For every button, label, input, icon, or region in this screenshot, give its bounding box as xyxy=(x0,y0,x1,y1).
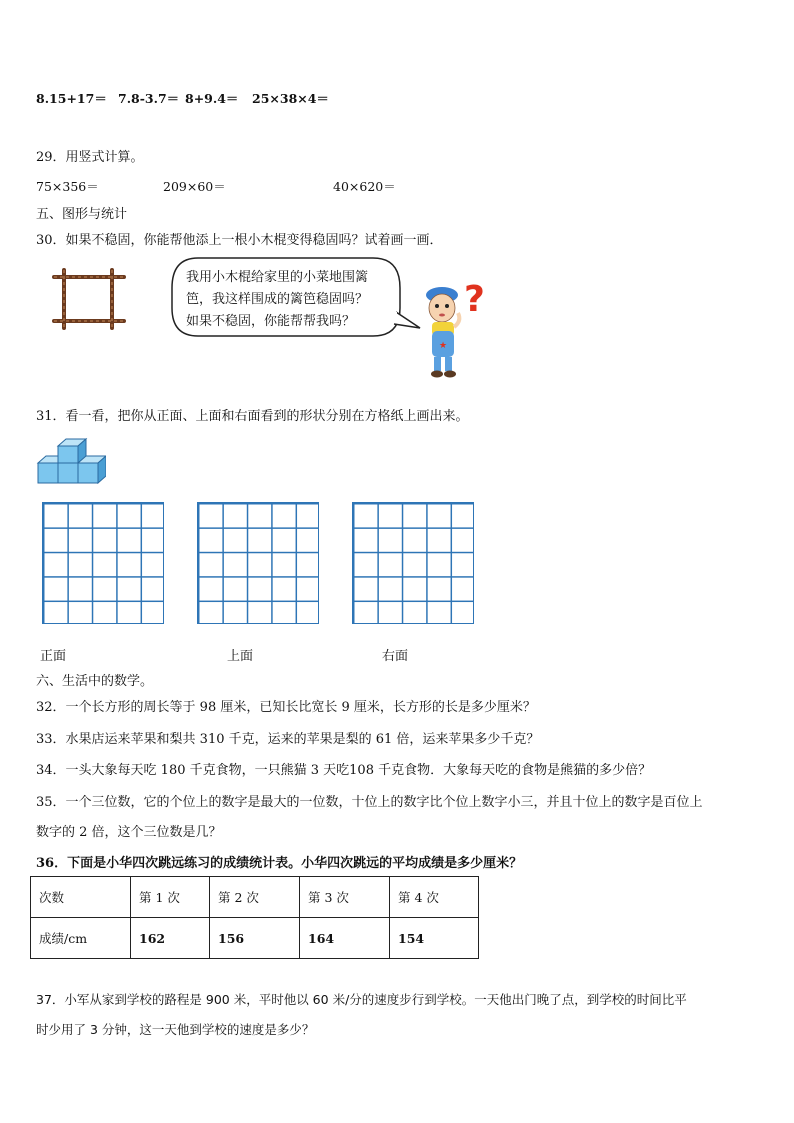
table-cell: 164 xyxy=(300,918,390,959)
calc-item: 75×356＝ xyxy=(36,179,99,194)
calc-item: 7.8-3.7＝ xyxy=(118,91,180,106)
grid-paper-right[interactable] xyxy=(352,502,474,624)
table-cell: 成绩/cm xyxy=(31,918,131,959)
grid-label-right: 右面 xyxy=(382,649,409,664)
question-34: 34．一头大象每天吃 180 千克食物，一只熊猫 3 天吃108 千克食物．大象每天吃的食物是熊猫的多少倍？ xyxy=(36,763,652,778)
question-30-title: 30．如果不稳固，你能帮他添上一根小木棍变得稳固吗？试着画一画． xyxy=(36,233,443,248)
table-header-cell: 第 1 次 xyxy=(131,877,210,918)
question-31-title: 31．看一看，把你从正面、上面和右面看到的形状分别在方格纸上画出来。 xyxy=(36,409,469,424)
question-35-line-2: 数字的 2 倍，这个三位数是几？ xyxy=(36,825,222,840)
calc-item: 8.15+17＝ xyxy=(36,91,107,106)
question-32: 32．一个长方形的周长等于 98 厘米，已知长比宽长 9 厘米，长方形的长是多少厘米？ xyxy=(36,700,536,715)
score-table xyxy=(30,876,479,959)
table-header-cell: 第 3 次 xyxy=(300,877,390,918)
table-header-cell: 次数 xyxy=(31,877,131,918)
grid-label-top: 上面 xyxy=(227,649,254,664)
question-37-line-1: 37．小军从家到学校的路程是 900 米，平时他以 60 米/分的速度步行到学校。一天他出门晚了点，到学校的时间比平 xyxy=(36,992,687,1007)
table-row xyxy=(31,918,479,959)
table-cell: 156 xyxy=(210,918,300,959)
question-33: 33．水果店运来苹果和梨共 310 千克，运来的苹果是梨的 61 倍，运来苹果多少千克？ xyxy=(36,732,540,747)
table-cell: 162 xyxy=(131,918,210,959)
table-header-cell: 第 2 次 xyxy=(210,877,300,918)
grid-paper-top[interactable] xyxy=(197,502,319,624)
calc-item: 25×38×4＝ xyxy=(252,91,329,106)
table-header-cell: 第 4 次 xyxy=(390,877,479,918)
grid-label-front: 正面 xyxy=(40,649,67,664)
question-29-title: 29．用竖式计算。 xyxy=(36,150,144,165)
svg-text:★: ★ xyxy=(439,341,448,351)
table-cell: 154 xyxy=(390,918,479,959)
svg-text:?: ? xyxy=(464,279,485,320)
calc-item: 40×620＝ xyxy=(333,179,396,194)
cartoon-boy-illustration xyxy=(412,275,492,390)
speech-bubble-text xyxy=(186,267,368,333)
calc-item: 209×60＝ xyxy=(163,179,226,194)
wooden-fence-figure xyxy=(52,268,126,330)
bubble-line: 我用小木棍给家里的小菜地围篱 xyxy=(186,270,369,285)
grid-paper-front[interactable] xyxy=(42,502,164,624)
cube-stack-figure xyxy=(36,436,106,484)
calc-item: 8+9.4＝ xyxy=(185,91,239,106)
section-heading: 五、图形与统计 xyxy=(36,207,128,222)
bubble-line: 笆，我这样围成的篱笆稳固吗？ xyxy=(186,292,369,307)
question-35-line-1: 35．一个三位数，它的个位上的数字是最大的一位数，十位上的数字比个位上数字小三，并且十位上的数字是百位上 xyxy=(36,795,703,810)
question-37-line-2: 时少用了 3 分钟，这一天他到学校的速度是多少？ xyxy=(36,1022,315,1037)
table-row xyxy=(31,877,479,918)
bubble-line: 如果不稳固，你能帮帮我吗？ xyxy=(186,314,356,329)
question-36-title: 36．下面是小华四次跳远练习的成绩统计表。小华四次跳远的平均成绩是多少厘米？ xyxy=(36,856,523,871)
section-heading: 六、生活中的数学。 xyxy=(36,674,154,689)
